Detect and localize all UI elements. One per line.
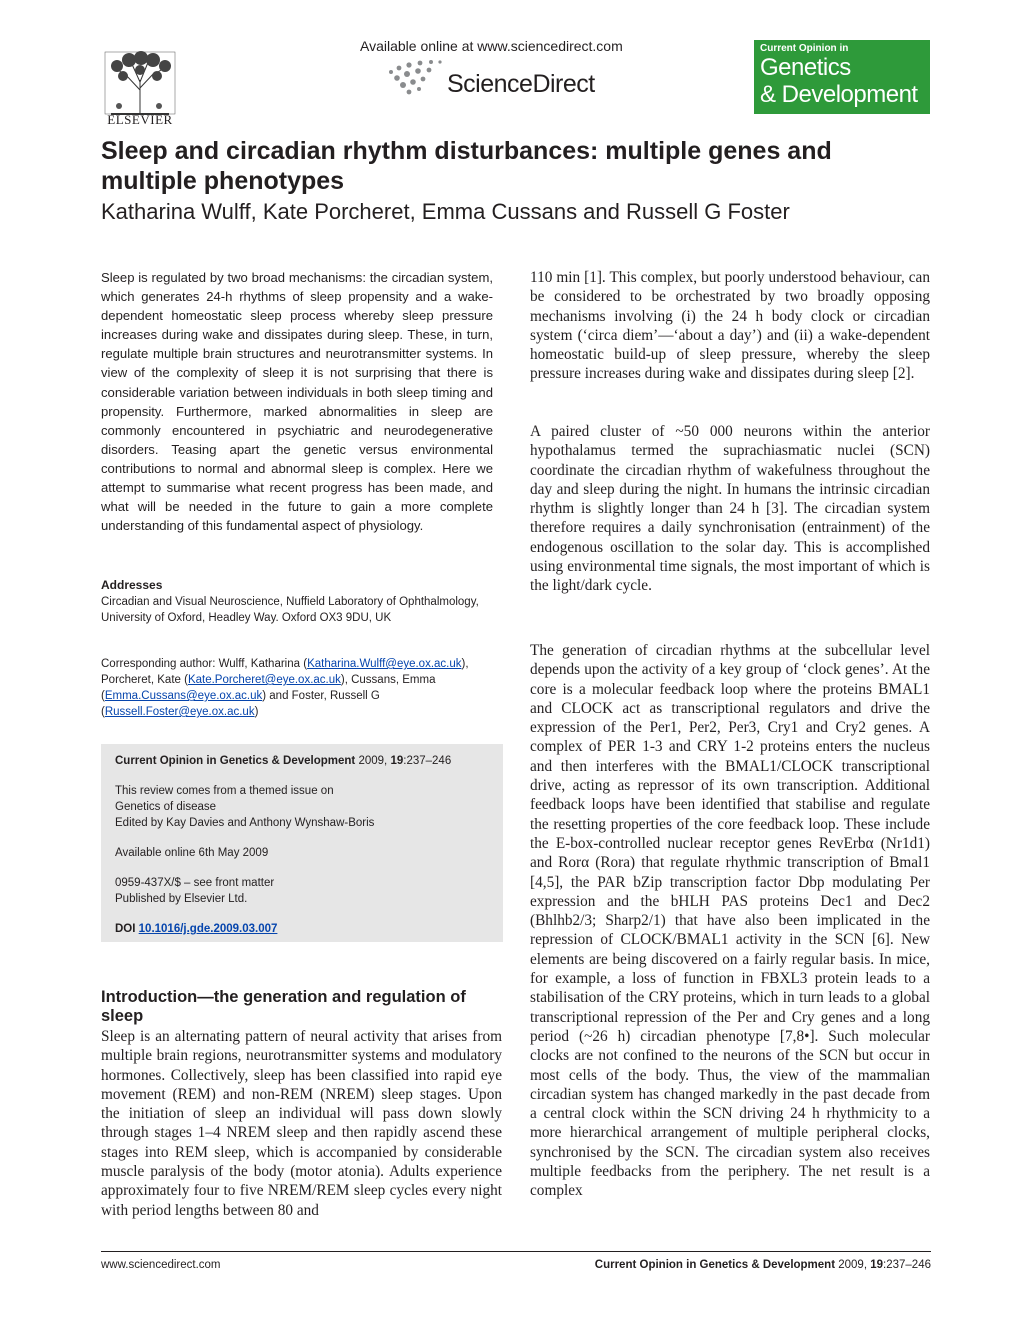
body-paragraph-2: A paired cluster of ~50 000 neurons within the anterior hypothalamus termed the suprachiasmatic nuclei (SCN) coordinate the circadian rhythm of wakefulness throughout the day and sleep during the night. In humans the intrinsic circadian rhythm is slightly longer than 24 h [3]. The circadian system therefore requires a daily synchronisation (entrainment) of the endogenous oscillation to the solar day. This is accomplished using environmental time signals, the most important of which is the light/dark cycle. — [530, 423, 930, 595]
doi-label: DOI — [115, 923, 136, 935]
intro-body: Sleep is an alternating pattern of neural activity that arises from multiple brain regions, neurotransmitter systems and modulatory hormones. Collectively, sleep has been classified into rapid eye movement (REM) and non-REM (NREM) sleep stages. Upon the initiation of sleep an individual will pass down slowly through stages 1–4 NREM sleep and then rapidly ascend these stages into REM sleep, which is accompanied by considerable muscle paralysis of the body (motor atonia). Adults experience approximately four to five NREM/REM sleep cycles every night with period lengths between 80 and — [101, 1028, 502, 1219]
info-theme: Genetics of disease — [115, 801, 217, 813]
addresses-heading: Addresses — [101, 578, 163, 592]
email-link-wulff[interactable]: Katharina.Wulff@eye.ox.ac.uk — [307, 658, 462, 670]
footer-url[interactable]: www.sciencedirect.com — [101, 1259, 221, 1271]
body-paragraph-1: 110 min [1]. This complex, but poorly understood behaviour, can be considered to be orchestrated by two broadly opposing mechanisms involving (i) the 24 h body clock or circadian system (‘circa diem’—‘about a day’) and (ii) a wake-dependent homeostatic build-up of sleep pressure, whereby the sleep pressure increases during wake and dissipates during sleep [2]. — [530, 269, 930, 383]
corr-mid1: ), Porcheret, Kate ( — [101, 658, 469, 686]
intro-heading: Introduction—the generation and regulation of sleep — [101, 988, 466, 1025]
footer-rule — [101, 1251, 931, 1252]
info-journal: Current Opinion in Genetics & Development — [115, 755, 356, 767]
corresponding-author — [101, 656, 506, 720]
abstract: Sleep is regulated by two broad mechanisms: the circadian system, which generates 24-h rhythms of sleep propensity and a wake-dependent homeostatic sleep process whereby sleep pressure increases during wake and dissipates during sleep. These, in turn, regulate multiple brain structures and neurotransmitter systems. In view of the complexity of sleep it is not surprising that there is considerable variation between individuals in both sleep timing and propensity. Furthermore, marked abnormalities in sleep are commonly encountered in psychiatric and neurodegenerative disorders. Teasing apart the genetic versus environmental contributions to normal and abnormal sleep is complex. Here we attempt to summarise what recent progress has been made, and what will be needed in the future to gain a more complete understanding of this fundamental aspect of physiology. — [101, 270, 493, 534]
email-link-cussans[interactable]: Emma.Cussans@eye.ox.ac.uk — [104, 690, 263, 702]
addresses-text: Circadian and Visual Neuroscience, Nuffield Laboratory of Ophthalmology, University of Oxford, Headley Way. Oxford OX3 9DU, UK — [101, 596, 479, 624]
article-authors: Katharina Wulff, Kate Porcheret, Emma Cussans and Russell G Foster — [101, 199, 790, 224]
info-available: Available online 6th May 2009 — [115, 847, 269, 859]
journal-logo — [754, 40, 930, 114]
email-link-foster[interactable]: Russell.Foster@eye.ox.ac.uk — [104, 706, 255, 718]
sciencedirect-dots-icon — [385, 58, 445, 98]
info-edited: Edited by Kay Davies and Anthony Wynshaw-Boris — [115, 817, 375, 829]
footer-volume: 19 — [870, 1259, 884, 1271]
article-title: Sleep and circadian rhythm disturbances: multiple genes and multiple phenotypes — [101, 137, 832, 195]
email-link-porcheret[interactable]: Kate.Porcheret@eye.ox.ac.uk — [187, 674, 341, 686]
info-theme-line: This review comes from a themed issue on — [115, 785, 334, 797]
info-doi — [115, 921, 489, 937]
info-published: Published by Elsevier Ltd. — [115, 893, 248, 905]
journal-logo-small: Current Opinion in — [760, 43, 849, 54]
sciencedirect-wordmark: ScienceDirect — [447, 70, 595, 98]
corr-prefix: Corresponding author: Wulff, Katharina ( — [101, 658, 308, 670]
info-issn: 0959-437X/$ – see front matter — [115, 877, 275, 889]
info-pages: :237–246 — [403, 755, 452, 767]
corr-suffix: ) — [254, 706, 259, 718]
info-volume: 19 — [390, 755, 404, 767]
publisher-name: ELSEVIER — [107, 112, 173, 127]
available-online-text: Available online at www.sciencedirect.com — [360, 38, 623, 54]
doi-link[interactable]: 10.1016/j.gde.2009.03.007 — [138, 923, 278, 935]
footer-pages: :237–246 — [883, 1259, 931, 1271]
body-paragraph-3: The generation of circadian rhythms at the subcellular level depends upon the activity of a key group of ‘clock genes’. At the core is a molecular feedback loop where the proteins BMAL1 and CLOCK act as transcriptional regulators and drive the expression of the Per1, Per2, Per3, Cry1 and Cry2 genes. A complex of PER 1-3 and CRY 1-2 proteins enters the nucleus and then interferes with the BMAL1/CLOCK transcriptional drive, acting as repressor of its own transcription. Additional feedback loops have been identified that stabilise and regulate the resetting properties of the core feedback loop. These include the E-box-controlled nuclear receptor genes RevErbα (Nr1d1) and Rorα (Rora) that regulate rhythmic transcription of Bmal1 [4,5], the PAR bZip transcription factor Dbp modulating Per expression and the bHLH PAS proteins Dec1 and Dec2 (Bhlhb2/3; Sharp2/1) that have also been implicated in the repression of CLOCK/BMAL1 activity in the SCN [6]. New elements are being discovered on a fairly regular basis. In mice, for example, a loss of function in FBXL3 protein leads to a stabilisation of the CRY proteins, which in turn leads to a global transcriptional repression of the Per and Cry genes and a long period (~26 h) circadian phenotype [7,8•]. Such molecular clocks are not confined to the neurons of the SCN but occur in most cells of the body. Thus, the view of the mammalian circadian system has changed markedly in the past decade from a central clock within the SCN driving 24 h rhythmicity to a more hierarchical arrangement of multiple peripheral clocks, synchronised by the SCN. The circadian system also receives multiple feedbacks from the periphery. The net result is a complex — [530, 642, 930, 1200]
info-year: 2009, — [358, 755, 388, 767]
corr-mid2: ), Cussans, Emma ( — [101, 674, 436, 702]
footer-citation — [500, 1259, 931, 1271]
info-citation — [115, 753, 489, 769]
footer-year: 2009, — [838, 1259, 868, 1271]
footer-journal: Current Opinion in Genetics & Development — [594, 1259, 836, 1271]
corr-mid3: ) and Foster, Russell G ( — [101, 690, 380, 718]
article-info-box — [101, 744, 503, 942]
journal-logo-line1: Genetics — [760, 54, 851, 81]
journal-logo-line2: & Development — [760, 81, 918, 108]
